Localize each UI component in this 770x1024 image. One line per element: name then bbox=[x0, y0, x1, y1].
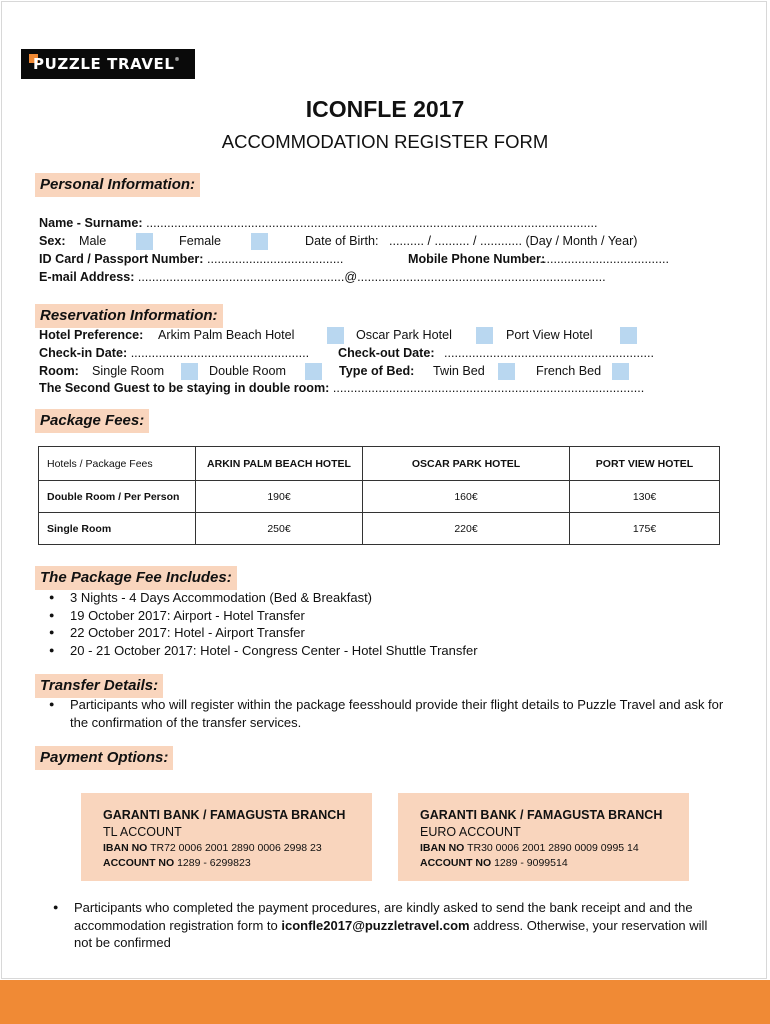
sex-row bbox=[39, 233, 739, 249]
registered-mark: ® bbox=[174, 57, 181, 63]
payment-note-end: address. Otherwise, your reservation will not be confirmed bbox=[74, 917, 708, 950]
name-field[interactable]: ................................................................................................................................. bbox=[146, 216, 598, 230]
second-guest-label: The Second Guest to be staying in double room: bbox=[39, 381, 330, 395]
hotel-portview-checkbox[interactable] bbox=[620, 327, 637, 344]
table-cell: 220€ bbox=[363, 513, 570, 545]
french-bed-checkbox[interactable] bbox=[612, 363, 629, 380]
double-room-checkbox[interactable] bbox=[305, 363, 322, 380]
room-option-single: Single Room bbox=[92, 364, 165, 378]
table-header-cell: Hotels / Package Fees bbox=[39, 447, 196, 481]
table-row bbox=[39, 481, 720, 513]
section-heading-payment: Payment Options: bbox=[35, 746, 173, 770]
female-checkbox[interactable] bbox=[251, 233, 268, 250]
bank-name: GARANTI BANK / FAMAGUSTA BRANCH bbox=[103, 808, 346, 822]
iban-label: IBAN NO bbox=[103, 842, 148, 854]
iban-value: TR72 0006 2001 2890 0006 2998 23 bbox=[150, 842, 322, 854]
list-item: ● 20 - 21 October 2017: Hotel - Congress Center - Hotel Shuttle Transfer bbox=[49, 642, 478, 660]
checkout-field[interactable]: ............................................................ bbox=[444, 346, 654, 360]
hotel-option-oscar: Oscar Park Hotel bbox=[356, 328, 452, 342]
second-guest-field[interactable]: ......................................................................................... bbox=[332, 381, 645, 395]
room-row bbox=[39, 363, 739, 379]
phone-label: Mobile Phone Number: bbox=[408, 252, 546, 266]
logo-text: PUZZLE TRAVEL bbox=[33, 55, 175, 73]
male-label: Male bbox=[79, 234, 107, 248]
checkout-label: Check-out Date: bbox=[338, 346, 435, 360]
hotel-option-arkim: Arkim Palm Beach Hotel bbox=[158, 328, 295, 342]
list-item: ● 22 October 2017: Hotel - Airport Transfer bbox=[49, 624, 478, 642]
iban-value: TR30 0006 2001 2890 0009 0995 14 bbox=[467, 842, 639, 854]
iban-line bbox=[420, 841, 689, 856]
bank-card-euro bbox=[398, 793, 689, 881]
table-cell: 250€ bbox=[196, 513, 363, 545]
account-label: ACCOUNT NO bbox=[420, 857, 492, 869]
table-cell: 130€ bbox=[570, 481, 720, 513]
transfer-list bbox=[49, 696, 729, 731]
email-domain-field[interactable]: ....................................................................... bbox=[357, 270, 606, 284]
dates-row bbox=[39, 345, 739, 361]
section-heading-reservation: Reservation Information: bbox=[35, 304, 223, 328]
bed-option-french: French Bed bbox=[536, 364, 602, 378]
room-option-double: Double Room bbox=[209, 364, 287, 378]
account-type: EURO ACCOUNT bbox=[420, 825, 521, 839]
email-label: E-mail Address: bbox=[39, 270, 135, 284]
hotel-label: Hotel Preference: bbox=[39, 328, 144, 342]
room-label: Room: bbox=[39, 364, 79, 378]
male-checkbox[interactable] bbox=[136, 233, 153, 250]
phone-field[interactable]: ...................................... bbox=[536, 252, 669, 266]
page-subtitle: ACCOMMODATION REGISTER FORM bbox=[221, 131, 549, 152]
table-row bbox=[39, 513, 720, 545]
single-room-checkbox[interactable] bbox=[181, 363, 198, 380]
name-row bbox=[39, 215, 597, 231]
dob-label: Date of Birth: bbox=[305, 234, 379, 248]
id-field[interactable]: ....................................... bbox=[206, 252, 344, 266]
email-field[interactable]: ........................................................... bbox=[137, 270, 345, 284]
email-at: @ bbox=[344, 270, 358, 284]
list-item: ● 19 October 2017: Airport - Hotel Transfer bbox=[49, 607, 478, 625]
fees-table bbox=[38, 446, 720, 545]
account-label: ACCOUNT NO bbox=[103, 857, 175, 869]
list-item: ● 3 Nights - 4 Days Accommodation (Bed & Breakfast) bbox=[49, 589, 478, 607]
iban-line bbox=[103, 841, 372, 856]
section-heading-personal: Personal Information: bbox=[35, 173, 200, 197]
list-item: ● Participants who will register within the package feesshould provide their flight details to Puzzle Travel and ask for the confirmation of the transfer services. bbox=[49, 696, 729, 731]
page-title: ICONFLE 2017 bbox=[305, 96, 465, 122]
bed-option-twin: Twin Bed bbox=[433, 364, 485, 378]
email-row bbox=[39, 269, 606, 285]
account-value: 1289 - 6299823 bbox=[177, 857, 251, 869]
table-cell: 190€ bbox=[196, 481, 363, 513]
account-line bbox=[103, 856, 372, 871]
table-row-label: Double Room / Per Person bbox=[39, 481, 196, 513]
iban-label: IBAN NO bbox=[420, 842, 465, 854]
hotel-option-portview: Port View Hotel bbox=[506, 328, 593, 342]
table-row-label: Single Room bbox=[39, 513, 196, 545]
bank-name: GARANTI BANK / FAMAGUSTA BRANCH bbox=[420, 808, 663, 822]
name-label: Name - Surname: bbox=[39, 216, 143, 230]
dob-field[interactable]: .......... / .......... / ............ (Day / Month / Year) bbox=[389, 234, 638, 248]
table-header-cell: PORT VIEW HOTEL bbox=[570, 447, 720, 481]
table-header-row bbox=[39, 447, 720, 481]
table-cell: 175€ bbox=[570, 513, 720, 545]
female-label: Female bbox=[179, 234, 221, 248]
account-value: 1289 - 9099514 bbox=[494, 857, 568, 869]
contact-email-link[interactable]: iconfle2017@puzzletravel.com bbox=[281, 917, 470, 933]
checkin-field[interactable]: ................................................... bbox=[130, 346, 310, 360]
table-cell: 160€ bbox=[363, 481, 570, 513]
table-header-cell: OSCAR PARK HOTEL bbox=[363, 447, 570, 481]
sex-label: Sex: bbox=[39, 234, 66, 248]
section-heading-transfer: Transfer Details: bbox=[35, 674, 163, 698]
list-item bbox=[53, 899, 718, 952]
includes-list bbox=[49, 589, 478, 659]
company-logo bbox=[21, 49, 195, 79]
hotel-row bbox=[39, 327, 739, 343]
table-header-cell: ARKIN PALM BEACH HOTEL bbox=[196, 447, 363, 481]
twin-bed-checkbox[interactable] bbox=[498, 363, 515, 380]
footer-bar bbox=[0, 980, 770, 1024]
account-type: TL ACCOUNT bbox=[103, 825, 182, 839]
id-row bbox=[39, 251, 739, 267]
id-label: ID Card / Passport Number: bbox=[39, 252, 204, 266]
bank-card-tl bbox=[81, 793, 372, 881]
section-heading-includes: The Package Fee Includes: bbox=[35, 566, 237, 590]
hotel-arkim-checkbox[interactable] bbox=[327, 327, 344, 344]
bed-label: Type of Bed: bbox=[339, 364, 415, 378]
payment-note-text: Participants who completed the payment procedures, are kindly asked to send the bank receipt and and the accommodation registration form to bbox=[74, 900, 693, 933]
payment-note-list bbox=[53, 899, 718, 952]
checkin-label: Check-in Date: bbox=[39, 346, 128, 360]
hotel-oscar-checkbox[interactable] bbox=[476, 327, 493, 344]
account-line bbox=[420, 856, 689, 871]
second-guest-row bbox=[39, 380, 644, 396]
section-heading-fees: Package Fees: bbox=[35, 409, 149, 433]
